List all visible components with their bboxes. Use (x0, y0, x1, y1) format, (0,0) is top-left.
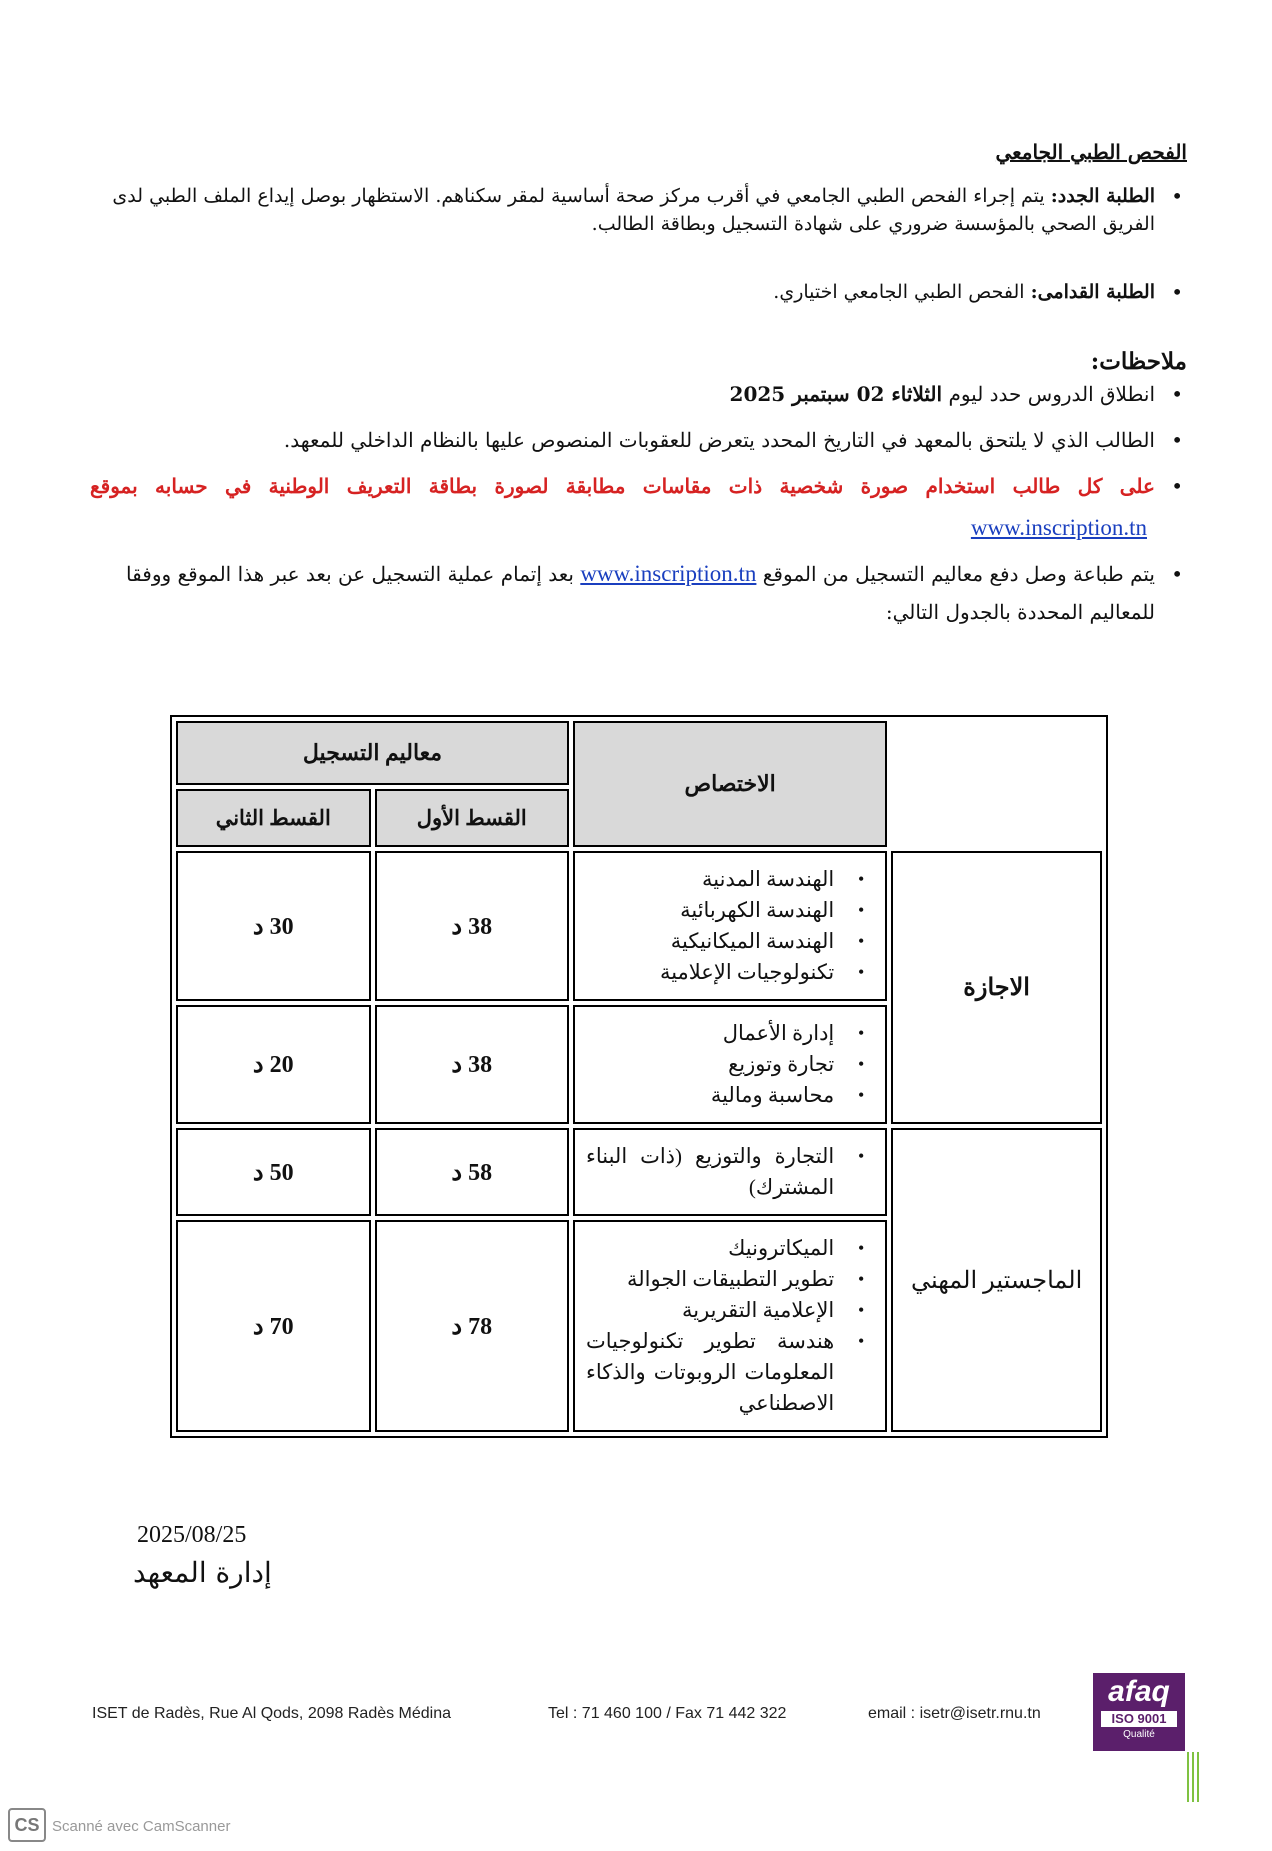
second-installment-fee: 30 د (176, 851, 371, 1001)
footer-phone: Tel : 71 460 100 / Fax 71 442 322 (548, 1705, 787, 1722)
medical-section-title: الفحص الطبي الجامعي (995, 140, 1187, 164)
specialty-item: • إدارة الأعمال (586, 1018, 874, 1049)
afaq-quality-label: Qualité (1123, 1729, 1155, 1740)
header-second-installment: القسط الثاني (176, 789, 371, 847)
medical-new-students-item (90, 182, 1187, 238)
header-specialty: الاختصاص (573, 721, 887, 847)
camscanner-text: Scanné avec CamScanner (52, 1818, 231, 1835)
specialties-cell (573, 1220, 887, 1432)
specialty-item: • الإعلامية التقريرية (586, 1295, 874, 1326)
green-bars-decoration (1186, 1752, 1200, 1802)
first-installment-fee: 38 د (375, 851, 569, 1001)
specialty-item: • الهندسة المدنية (586, 864, 874, 895)
fees-line2: للمعاليم المحددة بالجدول التالي: (885, 600, 1155, 624)
degree-licence: الاجازة (891, 851, 1102, 1124)
old-students-text: الفحص الطبي الجامعي اختياري. (773, 281, 1031, 303)
specialty-item: • هندسة تطوير تكنولوجيات المعلومات الروبوتات والذكاء الاصطناعي (586, 1326, 874, 1419)
note-fees-receipt (90, 560, 1187, 626)
footer-email: email : isetr@isetr.rnu.tn (868, 1705, 1041, 1722)
start-date: الثلاثاء 02 سبتمبر 2025 (729, 382, 943, 406)
table-row (176, 1128, 1102, 1216)
medical-list (90, 182, 1187, 346)
first-installment-fee: 78 د (375, 1220, 569, 1432)
old-students-label: الطلبة القدامى: (1030, 281, 1155, 303)
photo-requirement-text: • على كل طالب استخدام صورة شخصية ذات مقاسات مطابقة لصورة بطاقة التعريف الوطنية في حسابه بموقع (90, 474, 1155, 498)
footer-address: ISET de Radès, Rue Al Qods, 2098 Radès Médina (92, 1705, 452, 1722)
specialty-item: • تجارة وتوزيع (586, 1049, 874, 1080)
fees-suffix: بعد إتمام عملية التسجيل عن بعد عبر هذا الموقع ووفقا (126, 562, 581, 586)
specialty-item: • تكنولوجيات الإعلامية (586, 957, 874, 988)
notes-title: ملاحظات: (1090, 348, 1187, 375)
afaq-word: afaq (1108, 1675, 1170, 1708)
first-installment-fee: 58 د (375, 1128, 569, 1216)
signature-admin: إدارة المعهد (133, 1556, 272, 1589)
specialty-item: • التجارة والتوزيع (ذات البناء المشترك) (586, 1141, 874, 1203)
afaq-iso-logo (1093, 1673, 1185, 1751)
afaq-iso-label: ISO 9001 (1101, 1711, 1177, 1727)
second-installment-fee: 70 د (176, 1220, 371, 1432)
first-installment-fee: 38 د (375, 1005, 569, 1124)
fees-prefix: يتم طباعة وصل دفع معاليم التسجيل من الموقع (756, 562, 1155, 586)
new-students-text: يتم إجراء الفحص الطبي الجامعي في أقرب مركز صحة أساسية لمقر سكناهم. الاستظهار بوصل إيداع الملف الطبي لدى الفريق الصحي بالمؤسسة ضروري على شهادة التسجيل وبطاقة الطالب. (112, 185, 1155, 235)
table-row (176, 851, 1102, 1001)
notes-list (90, 380, 1187, 644)
inscription-link[interactable]: www.inscription.tn (970, 515, 1147, 540)
medical-old-students-item (90, 278, 1187, 306)
inscription-link-inline[interactable]: www.inscription.tn (580, 561, 757, 586)
table-header-row (176, 721, 1102, 785)
specialties-cell (573, 1005, 887, 1124)
specialty-item: • محاسبة ومالية (586, 1080, 874, 1111)
specialty-item: • الميكاترونيك (586, 1233, 874, 1264)
degree-master: الماجستير المهني (891, 1128, 1102, 1432)
header-fees: معاليم التسجيل (176, 721, 569, 785)
start-prefix: انطلاق الدروس حدد ليوم (942, 382, 1155, 406)
note-photo (90, 472, 1187, 542)
note-start-date (90, 380, 1187, 408)
note-late-penalty: • الطالب الذي لا يلتحق بالمعهد في التاريخ المحدد يتعرض للعقوبات المنصوص عليها بالنظام الداخلي للمعهد. (90, 426, 1187, 454)
second-installment-fee: 50 د (176, 1128, 371, 1216)
signature-date: 2025/08/25 (137, 1522, 247, 1548)
specialty-item: • تطوير التطبيقات الجوالة (586, 1264, 874, 1295)
camscanner-logo: CS (8, 1808, 46, 1842)
header-blank (891, 721, 1102, 847)
specialties-cell (573, 851, 887, 1001)
second-installment-fee: 20 د (176, 1005, 371, 1124)
specialties-cell (573, 1128, 887, 1216)
header-first-installment: القسط الأول (375, 789, 569, 847)
specialty-item: • الهندسة الكهربائية (586, 895, 874, 926)
new-students-label: الطلبة الجدد: (1050, 185, 1155, 207)
fees-table (170, 715, 1108, 1438)
specialty-item: • الهندسة الميكانيكية (586, 926, 874, 957)
